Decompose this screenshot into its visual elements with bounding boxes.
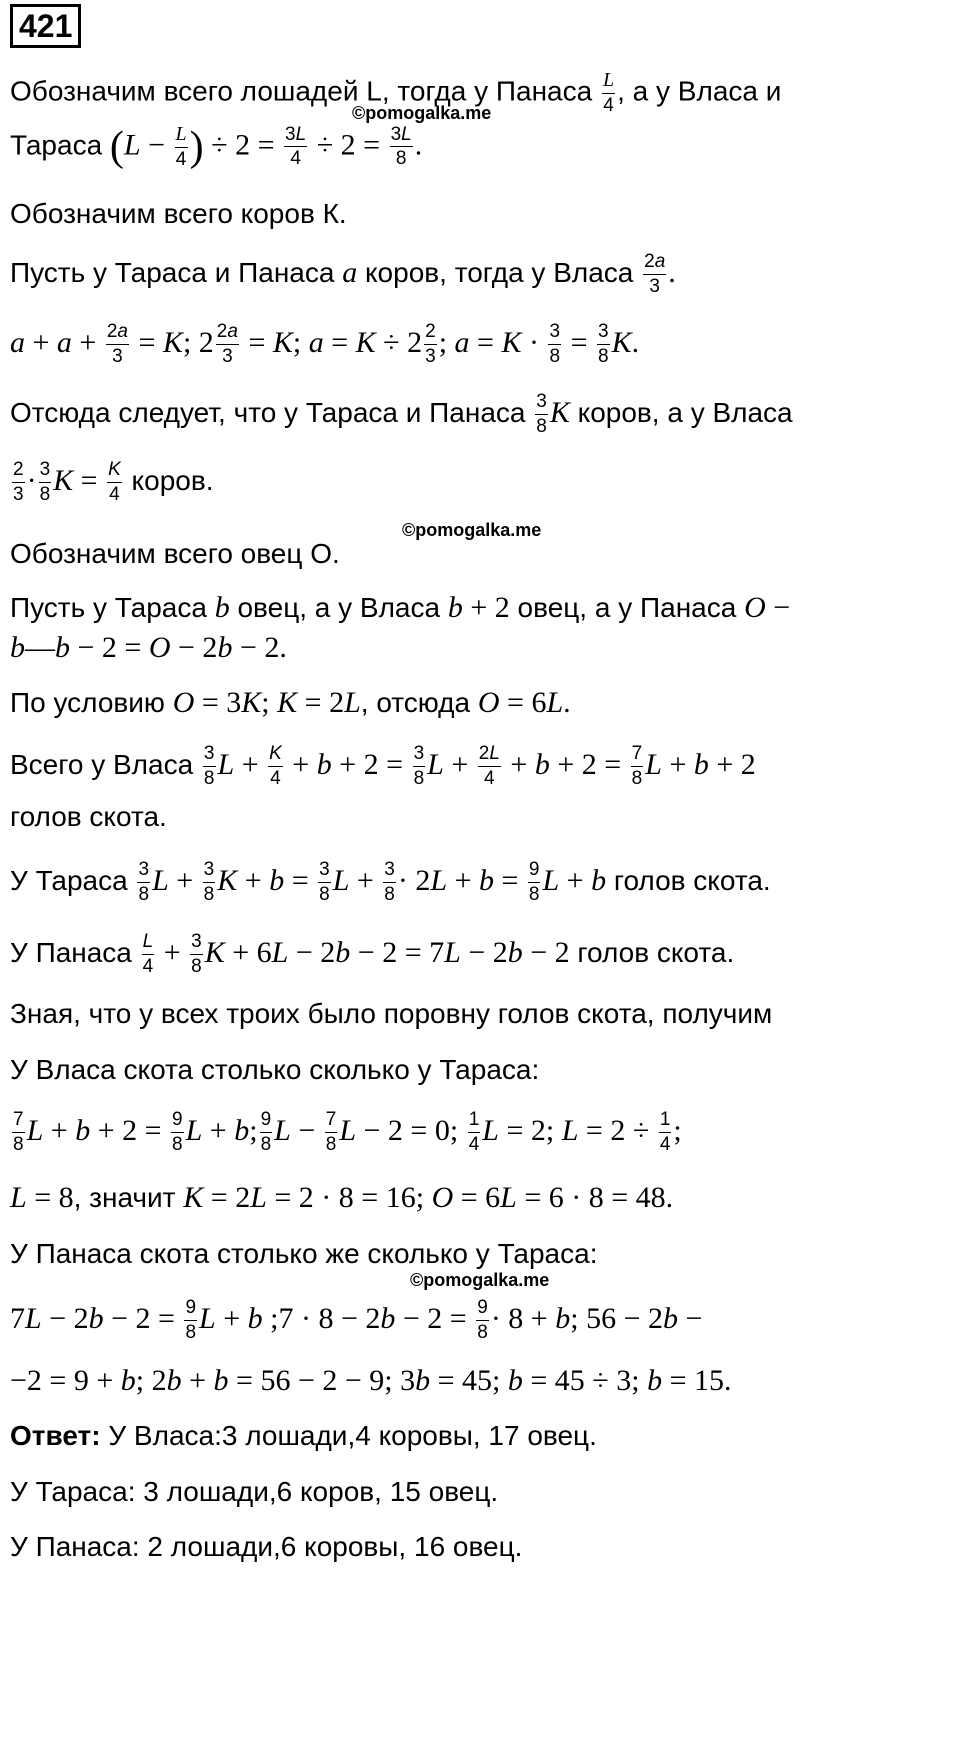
line-taras-total: У Тараса $\frac{3}{8}$ L + $\frac{3}{8}$ K + b = $\frac{3}{8}$ L + $\frac{3}{8}$ · 2L + b = $\frac{9}{8}$ L + b голов скота. [10,859,771,905]
line-equal-statement: Зная, что у всех троих было поровну голов скота, получим [10,998,773,1029]
line-taras-horses: Тараса (L − $\frac{L}{4}$ ) ÷ 2 = $\frac{3L}{4}$ ÷ 2 = $\frac{3L}{8}$ . [10,123,423,170]
line-L-value: L = 8, значит K = 2L = 2 · 8 = 16; O = 6L = 6 · 8 = 48. [10,1181,674,1214]
line-cows-let: Пусть у Тараса и Панаса a коров, тогда у Власа $\frac{2a}{3}$ . [10,251,676,297]
line-panas-taras-heading: У Панаса скота столько же сколько у Тараса: [10,1238,598,1269]
line-cows-equation: a + a + $\frac{2a}{3}$ = K; 2 $\frac{2a}{3}$ = K; a = K ÷ 2 $\frac{2}{3}$ ; a = K · $\frac{3}{8}$ = $\frac{3}{8}$ K. [10,321,640,367]
answer-panas: У Панаса: 2 лошади,6 коровы, 16 овец. [10,1531,523,1562]
line-vlas-taras-heading: У Власа скота столько сколько у Тараса: [10,1054,540,1085]
line-sheep-let: Пусть у Тараса b овец, а у Власа b + 2 овец, а у Панаса O − [10,591,791,624]
watermark: ©pomogalka.me [402,520,542,540]
line-b-value: −2 = 9 + b; 2b + b = 56 − 2 − 9; 3b = 45; b = 45 ÷ 3; b = 15. [10,1364,732,1397]
problem-number: 421 [10,4,81,48]
answer-taras: У Тараса: 3 лошади,6 коров, 15 овец. [10,1476,499,1507]
answer-vlas: Ответ: У Власа:3 лошади,4 коровы, 17 овец. [10,1420,597,1451]
line-vlas-taras-equation: $\frac{7}{8}$ L + b + 2 = $\frac{9}{8}$ L + b; $\frac{9}{8}$ L − $\frac{7}{8}$ L − 2 = 0; $\frac{1}{4}$ L = 2; L = 2 ÷ $\frac{1}{4}$ ; [13,1109,682,1155]
watermark: ©pomogalka.me [410,1270,550,1290]
line-condition: По условию O = 3K; K = 2L, отсюда O = 6L. [10,686,571,719]
line-sheep-intro: Обозначим всего овец О. [10,538,340,569]
answer-label: Ответ: [10,1420,101,1451]
line-horses-intro: Обозначим всего лошадей L, тогда у Панаса $\frac{L}{4}$ , а у Власа и [10,69,782,116]
line-cows-result: Отсюда следует, что у Тараса и Панаса $\frac{3}{8}$ K коров, а у Власа [10,391,793,437]
line-vlas-cows: $\frac{2}{3}$ · $\frac{3}{8}$ K = $\frac{K}{4}$ коров. [13,459,214,505]
line-panas-total: У Панаса $\frac{L}{4}$ + $\frac{3}{8}$ K + 6L − 2b − 2 = 7L − 2b − 2 голов скота. [10,931,735,977]
line-panas-taras-equation: 7L − 2b − 2 = $\frac{9}{8}$ L + b ;7 · 8 − 2b − 2 = $\frac{9}{8}$ · 8 + b; 56 − 2b − [10,1297,703,1343]
watermark: ©pomogalka.me [352,103,492,123]
line-vlas-total: Всего у Власа $\frac{3}{8}$ L + $\frac{K}{4}$ + b + 2 = $\frac{3}{8}$ L + $\frac{2L}{4}$ + b + 2 = $\frac{7}{8}$ L + b + 2 [10,743,756,789]
line-vlas-total-end: голов скота. [10,801,167,832]
line-cows-intro: Обозначим всего коров К. [10,198,347,229]
line-sheep-panas: b—b − 2 = O − 2b − 2. [10,631,287,664]
